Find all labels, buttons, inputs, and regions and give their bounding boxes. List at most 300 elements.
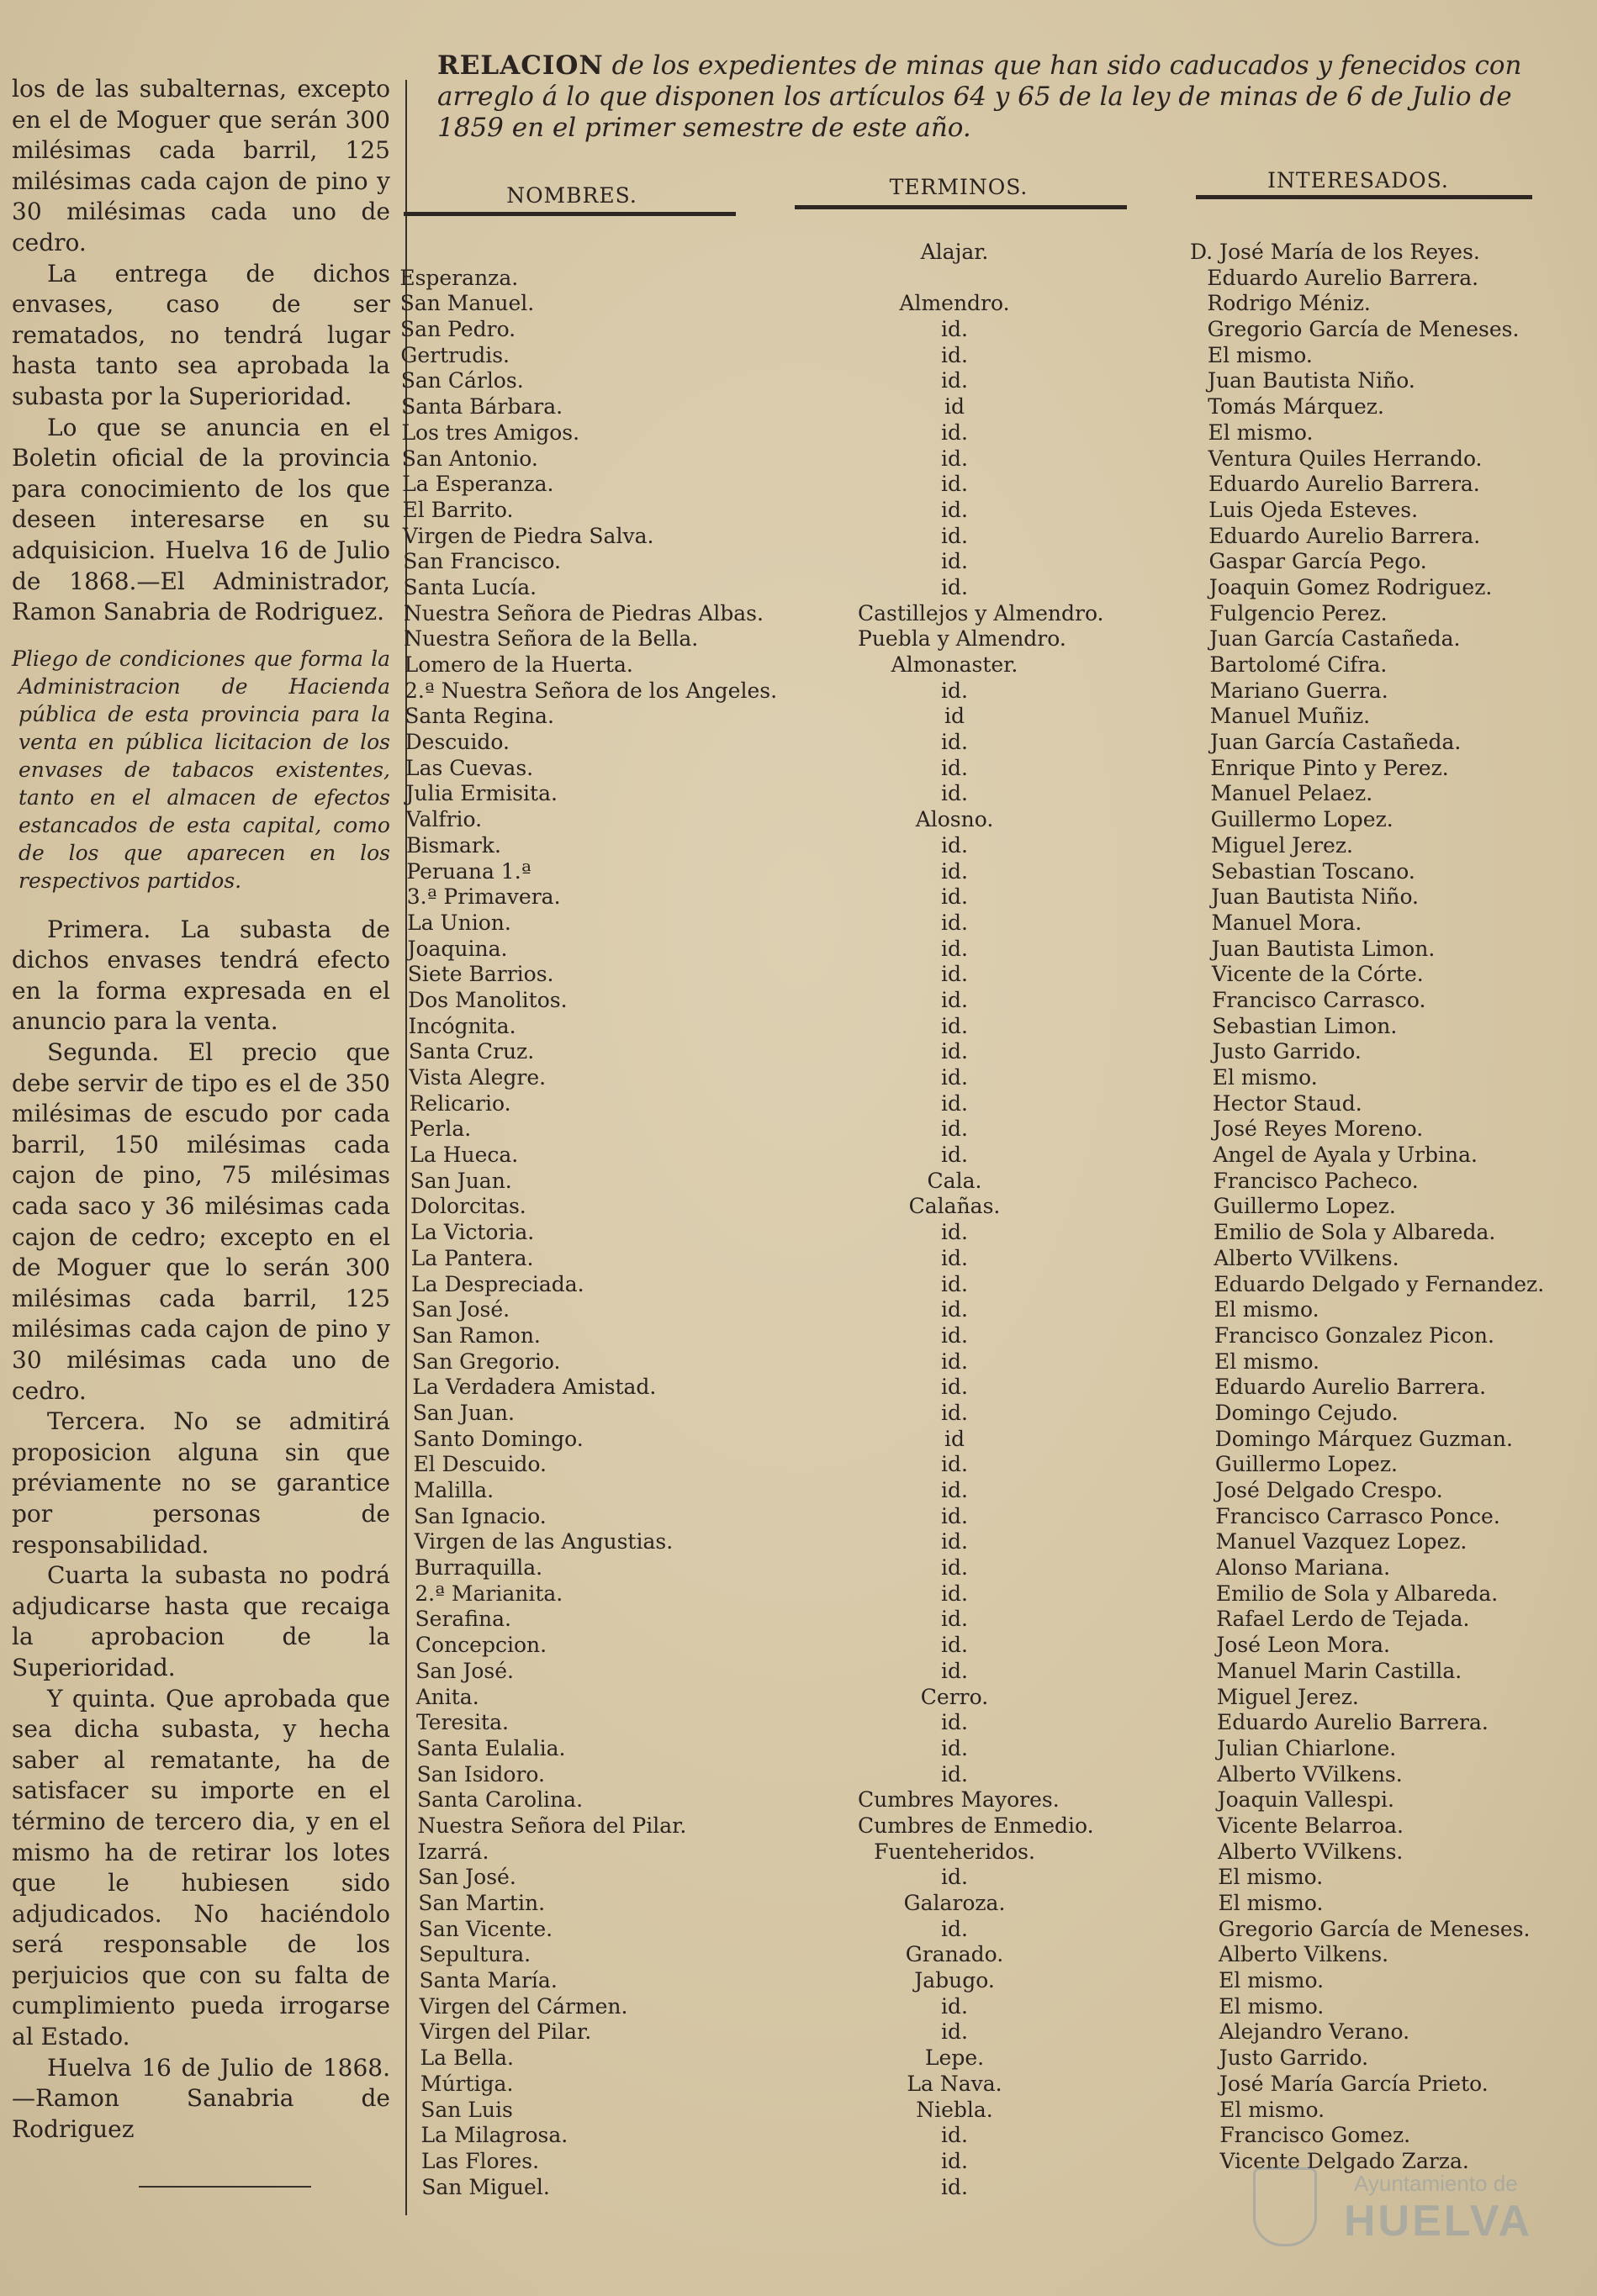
- footer-rule: [139, 2186, 311, 2188]
- table-row: [399, 1220, 1577, 1246]
- mine-name: San José.: [415, 1658, 514, 1683]
- termino: id.: [941, 472, 968, 497]
- interesado: El mismo.: [1218, 1865, 1324, 1890]
- termino: id.: [941, 987, 968, 1012]
- interesado: Juan García Castañeda.: [1209, 730, 1462, 755]
- termino: id.: [941, 1271, 968, 1296]
- termino: Puebla y Almendro.: [858, 626, 1066, 652]
- termino: id.: [941, 1529, 968, 1554]
- interesado: Juan García Castañeda.: [1209, 626, 1461, 652]
- table-row: [399, 1685, 1577, 1711]
- interesado: Manuel Mora.: [1211, 910, 1362, 935]
- mine-name: Múrtiga.: [420, 2071, 514, 2096]
- table-row: [399, 988, 1577, 1014]
- interesado: Gaspar García Pego.: [1208, 549, 1427, 574]
- mine-name: Santo Domingo.: [413, 1426, 584, 1451]
- termino: id.: [941, 1375, 968, 1400]
- interesado: Julian Chiarlone.: [1217, 1735, 1397, 1760]
- termino: id.: [941, 1633, 968, 1658]
- interesado: Alberto VVilkens.: [1217, 1761, 1403, 1787]
- header-lead: RELACION: [437, 50, 604, 81]
- mine-name: Bismark.: [406, 832, 501, 858]
- interesado: Rodrigo Méniz.: [1207, 291, 1371, 316]
- termino: id.: [941, 1916, 968, 1941]
- mine-name: Virgen del Cármen.: [419, 1993, 628, 2019]
- condition-1: Primera. La subasta de dichos envases tendrá efecto en la forma expresada en el anuncio para la venta.: [12, 915, 390, 1036]
- mine-name: La Victoria.: [410, 1220, 535, 1245]
- interesado: Domingo Cejudo.: [1214, 1400, 1399, 1425]
- mine-name: Gertrudis.: [400, 342, 510, 367]
- termino: id.: [941, 1116, 968, 1142]
- table-row: [399, 1478, 1577, 1504]
- termino: id.: [941, 2123, 968, 2148]
- termino: id.: [941, 2019, 968, 2045]
- table-row: [399, 2045, 1577, 2072]
- interesado: Justo Garrido.: [1219, 2045, 1369, 2071]
- termino: id.: [941, 342, 968, 367]
- mine-name: San Miguel.: [421, 2174, 550, 2199]
- termino: id.: [941, 678, 968, 703]
- pliego-title: Pliego de condiciones que forma la Administracion de Hacienda pública de esta provincia para la venta en pública licitacion de los envases de tabacos existentes, tanto en el almacen de efectos estancados de esta capital, como de los que aparecen en los respectivos partidos.: [12, 646, 390, 893]
- interesado: El mismo.: [1218, 1891, 1324, 1915]
- table-row: [399, 1529, 1577, 1555]
- mine-name: La Union.: [407, 910, 511, 935]
- termino: id.: [941, 832, 968, 858]
- interesado: José Leon Mora.: [1216, 1633, 1390, 1658]
- termino: id.: [941, 1865, 968, 1890]
- termino: id.: [941, 730, 968, 755]
- mine-name: Lomero de la Huerta.: [404, 652, 633, 677]
- interesado: Eduardo Aurelio Barrera.: [1216, 1710, 1489, 1735]
- termino: Niebla.: [916, 2097, 993, 2122]
- termino: La Nava.: [907, 2071, 1002, 2096]
- table-row: [399, 549, 1577, 575]
- mine-name: Santa Carolina.: [417, 1787, 584, 1813]
- termino: id.: [941, 1555, 968, 1581]
- interesado: Angel de Ayala y Urbina.: [1213, 1143, 1478, 1168]
- interesado: Enrique Pinto y Perez.: [1210, 755, 1449, 780]
- mine-name: San Luis: [420, 2097, 513, 2122]
- interesado: Guillermo Lopez.: [1213, 1194, 1396, 1219]
- interesado: Joaquin Vallespi.: [1217, 1787, 1394, 1813]
- column-header-nombres: NOMBRES.: [506, 183, 637, 208]
- interesado: Ventura Quiles Herrando.: [1208, 446, 1483, 471]
- interesado: José Reyes Moreno.: [1213, 1116, 1424, 1142]
- table-row: [399, 2098, 1577, 2124]
- table-row: [399, 1194, 1577, 1220]
- table-row: [399, 1994, 1577, 2020]
- interesado: Justo Garrido.: [1212, 1039, 1362, 1064]
- mine-name: Teresita.: [415, 1710, 509, 1735]
- interesado: Vicente Delgado Zarza.: [1219, 2148, 1469, 2173]
- table-row: [399, 1504, 1577, 1530]
- termino: id.: [941, 781, 968, 806]
- table-row: [399, 807, 1577, 833]
- interesado: Guillermo Lopez.: [1210, 807, 1393, 832]
- table-row: [399, 317, 1577, 343]
- rule-nombres: [404, 212, 736, 216]
- interesado: Miguel Jerez.: [1210, 832, 1353, 858]
- termino: Galaroza.: [903, 1891, 1006, 1915]
- mine-name: Santa Cruz.: [408, 1039, 535, 1064]
- table-row: [399, 1297, 1577, 1323]
- mine-name: El Descuido.: [413, 1452, 547, 1477]
- termino: Cala.: [927, 1168, 982, 1193]
- table-row: [399, 1555, 1577, 1581]
- rule-terminos: [795, 205, 1127, 209]
- table-row: [399, 240, 1577, 266]
- interesado: Hector Staud.: [1212, 1090, 1362, 1116]
- termino: id.: [941, 1143, 968, 1168]
- table-row: [399, 1039, 1577, 1065]
- rule-interesados: [1196, 195, 1532, 199]
- condition-2: Segunda. El precio que debe servir de tipo es el de 350 milésimas de escudo por cada barril, 150 milésimas cada cajon de pino, 75 milésimas cada saco y 36 milésimas cada cajon de cedro; excepto en el de Moguer que lo serán 300 milésimas cada barril, 125 milésimas cada cajon de pino y 30 milésimas cada uno de cedro.: [12, 1038, 390, 1405]
- termino: Granado.: [905, 1942, 1004, 1967]
- mine-name: Santa Eulalia.: [416, 1735, 566, 1760]
- mine-name: Descuido.: [405, 730, 510, 755]
- interesado: Alonso Mariana.: [1215, 1555, 1391, 1581]
- mine-name: Izarrá.: [417, 1839, 489, 1864]
- mine-name: La Pantera.: [410, 1245, 534, 1270]
- interesado: Mariano Guerra.: [1209, 678, 1388, 703]
- mine-name: Vista Alegre.: [409, 1065, 547, 1090]
- interesado: El mismo.: [1208, 420, 1314, 445]
- termino: id.: [941, 755, 968, 780]
- table-row: [399, 1839, 1577, 1866]
- interesado: El mismo.: [1219, 1968, 1325, 1993]
- interesado: Manuel Vazquez Lopez.: [1215, 1529, 1467, 1554]
- table-row: [399, 678, 1577, 705]
- termino: id.: [941, 1710, 968, 1735]
- table-row: [399, 756, 1577, 782]
- table-row: [399, 937, 1577, 963]
- mine-name: Los tres Amigos.: [401, 420, 580, 445]
- table-row: [399, 420, 1577, 446]
- mine-name: San Vicente.: [418, 1916, 553, 1941]
- table-row: [399, 1787, 1577, 1813]
- mine-name: Nuestra Señora del Pilar.: [417, 1813, 687, 1838]
- interesado: Manuel Pelaez.: [1210, 781, 1373, 806]
- termino: id.: [941, 1090, 968, 1116]
- mine-name: 2.ª Marianita.: [415, 1581, 563, 1606]
- mine-name: San Manuel.: [399, 291, 535, 316]
- table-row: [399, 730, 1577, 756]
- table-row: [399, 1014, 1577, 1040]
- termino: id.: [941, 1735, 968, 1760]
- mine-name: La Despreciada.: [411, 1271, 584, 1296]
- interesado: El mismo.: [1219, 1993, 1325, 2019]
- mines-table: [399, 240, 1577, 2200]
- left-column: [12, 74, 390, 2145]
- mine-name: San Ignacio.: [414, 1503, 547, 1528]
- interesado: Francisco Gonzalez Picon.: [1214, 1322, 1494, 1348]
- termino: id.: [941, 1245, 968, 1270]
- condition-4: Cuarta la subasta no podrá adjudicarse hasta que recaiga la aprobacion de la Superioridad.: [12, 1561, 390, 1681]
- mine-name: Serafina.: [415, 1607, 511, 1632]
- mine-name: La Milagrosa.: [420, 2123, 568, 2148]
- termino: Cerro.: [920, 1684, 989, 1709]
- termino: id.: [941, 317, 968, 342]
- termino: id.: [941, 1322, 968, 1348]
- table-row: [399, 343, 1577, 369]
- mine-name: Esperanza.: [399, 265, 519, 290]
- table-row: [399, 652, 1577, 678]
- interesado: Francisco Gomez.: [1219, 2123, 1411, 2148]
- mine-name: La Hueca.: [410, 1143, 519, 1168]
- termino: id.: [941, 574, 968, 599]
- termino: id.: [941, 884, 968, 910]
- interesado: Eduardo Aurelio Barrera.: [1208, 523, 1481, 548]
- interesado: Eduardo Delgado y Fernandez.: [1214, 1271, 1545, 1296]
- termino: id.: [941, 2148, 968, 2173]
- mine-name: Siete Barrios.: [407, 962, 554, 987]
- termino: id.: [941, 1013, 968, 1038]
- table-row: [399, 1813, 1577, 1839]
- termino: id.: [941, 2174, 968, 2199]
- interesado: Domingo Márquez Guzman.: [1214, 1426, 1513, 1451]
- table-row: [399, 1401, 1577, 1427]
- interesado: Eduardo Aurelio Barrera.: [1208, 472, 1480, 497]
- table-row: [399, 1633, 1577, 1659]
- termino: id.: [941, 1581, 968, 1606]
- table-row: [399, 1710, 1577, 1736]
- table-row: [399, 1452, 1577, 1478]
- interesado: Sebastian Limon.: [1212, 1013, 1398, 1038]
- mine-name: Nuestra Señora de la Bella.: [404, 626, 699, 652]
- table-row: [399, 1246, 1577, 1272]
- interesado: Joaquin Gomez Rodriguez.: [1208, 574, 1493, 599]
- termino: id.: [941, 1993, 968, 2019]
- interesado: Eduardo Aurelio Barrera.: [1207, 265, 1479, 290]
- interesado: Vicente de la Córte.: [1211, 962, 1424, 987]
- table-row: [399, 575, 1577, 601]
- table-row: [399, 446, 1577, 472]
- interesado: Vicente Belarroa.: [1217, 1813, 1404, 1838]
- mine-name: San Ramon.: [411, 1322, 541, 1348]
- mine-name: Virgen del Pilar.: [420, 2019, 592, 2045]
- column-header-interesados: INTERESADOS.: [1267, 168, 1449, 193]
- coat-of-arms-icon: [1253, 2167, 1317, 2246]
- mine-name: San Juan.: [410, 1168, 512, 1193]
- table-row: [399, 472, 1577, 498]
- table-row: [399, 2072, 1577, 2098]
- termino: id.: [941, 549, 968, 574]
- termino: id.: [941, 936, 968, 961]
- termino: id.: [941, 858, 968, 884]
- interesado: Fulgencio Perez.: [1208, 600, 1388, 625]
- ayuntamiento-watermark: [1253, 2167, 1533, 2246]
- interesado: José María García Prieto.: [1219, 2071, 1489, 2096]
- interesado: Luis Ojeda Esteves.: [1208, 497, 1419, 522]
- table-row: [399, 524, 1577, 550]
- mine-name: San Pedro.: [400, 317, 516, 342]
- interesado: Francisco Carrasco Ponce.: [1215, 1503, 1500, 1528]
- termino: Almonaster.: [891, 652, 1018, 677]
- mine-name: 3.ª Primavera.: [406, 884, 561, 910]
- interesado: Bartolomé Cifra.: [1209, 652, 1388, 677]
- table-row: [399, 1091, 1577, 1117]
- mine-name: Virgen de las Angustias.: [414, 1529, 674, 1554]
- table-row: [399, 1169, 1577, 1195]
- table-row: [399, 1323, 1577, 1349]
- termino: Cumbres de Enmedio.: [858, 1813, 1094, 1838]
- table-row: [399, 1762, 1577, 1788]
- interesado: Guillermo Lopez.: [1214, 1452, 1398, 1477]
- mine-name: San José.: [418, 1865, 516, 1890]
- termino: id.: [941, 1400, 968, 1425]
- termino: id: [944, 704, 965, 729]
- paragraph-2: La entrega de dichos envases, caso de ser rematados, no tendrá lugar hasta tanto sea aprobada la subasta por la Superioridad.: [12, 259, 390, 410]
- interesado: Juan Bautista Limon.: [1211, 936, 1436, 961]
- termino: id.: [941, 1452, 968, 1477]
- mine-name: Santa Regina.: [405, 704, 554, 729]
- interesado: Alberto VVilkens.: [1218, 1839, 1404, 1864]
- mine-name: Dos Manolitos.: [408, 987, 568, 1012]
- table-row: [399, 1659, 1577, 1685]
- termino: Cumbres Mayores.: [858, 1787, 1060, 1813]
- interesado: Alberto Vilkens.: [1218, 1942, 1389, 1967]
- mine-name: San Cárlos.: [400, 368, 524, 393]
- interesado: Gregorio García de Meneses.: [1207, 317, 1520, 342]
- table-row: [399, 962, 1577, 988]
- table-row: [399, 910, 1577, 937]
- mine-name: La Bella.: [420, 2045, 514, 2071]
- termino: id.: [941, 1065, 968, 1090]
- termino: id.: [941, 368, 968, 393]
- table-row: [399, 1581, 1577, 1607]
- interesado: Rafael Lerdo de Tejada.: [1216, 1607, 1470, 1632]
- termino: id.: [941, 497, 968, 522]
- table-row: [399, 498, 1577, 524]
- mine-name: San Francisco.: [403, 549, 561, 574]
- interesado: El mismo.: [1207, 342, 1313, 367]
- table-row: [399, 601, 1577, 627]
- interesado: Manuel Muñiz.: [1209, 704, 1371, 729]
- mine-name: Julia Ermisita.: [405, 781, 558, 806]
- mine-name: Dolorcitas.: [410, 1194, 526, 1219]
- table-row: [399, 1736, 1577, 1762]
- table-row: [399, 1116, 1577, 1143]
- interesado: El mismo.: [1212, 1065, 1318, 1090]
- termino: id.: [941, 1220, 968, 1245]
- condition-3: Tercera. No se admitirá proposicion alguna sin que préviamente no se garantice por personas de responsabilidad.: [12, 1407, 390, 1559]
- interesado: El mismo.: [1214, 1349, 1320, 1374]
- relacion-header: [437, 50, 1531, 144]
- interesado: Miguel Jerez.: [1216, 1684, 1359, 1709]
- mine-name: San Isidoro.: [416, 1761, 545, 1787]
- interesado: Tomás Márquez.: [1208, 394, 1384, 420]
- table-row: [399, 1968, 1577, 1994]
- table-row: [399, 1065, 1577, 1091]
- termino: id: [944, 1426, 965, 1451]
- table-row: [399, 833, 1577, 859]
- table-row: [399, 2123, 1577, 2149]
- mine-name: Santa Lucía.: [403, 574, 537, 599]
- mine-name: La Esperanza.: [402, 472, 554, 497]
- mine-name: Burraquilla.: [414, 1555, 543, 1581]
- mine-name: Las Flores.: [420, 2148, 540, 2173]
- paragraph-3: Lo que se anuncia en el Boletin oficial de la provincia para conocimiento de los que deseen interesarse en su adquisicion. Huelva 16 de Julio de 1868.—El Administrador, Ramon Sanabria de Rodriguez.: [12, 413, 390, 626]
- interesado: Francisco Carrasco.: [1212, 987, 1426, 1012]
- table-row: [399, 1607, 1577, 1633]
- termino: id.: [941, 910, 968, 935]
- table-row: [399, 1942, 1577, 1968]
- interesado: Alberto VVilkens.: [1214, 1245, 1399, 1270]
- condition-5: Y quinta. Que aprobada que sea dicha subasta, y hecha saber al rematante, ha de satisfacer su importe en el término de tercero dia, y en el mismo ha de retirar los lotes que le hubiesen sido adjudicados. No haciéndolo será responsable de los perjuicios que con su falta de cumplimiento pueda irrogarse al Estado.: [12, 1684, 390, 2051]
- table-row: [399, 1143, 1577, 1169]
- termino: id.: [941, 1658, 968, 1683]
- table-row: [399, 704, 1577, 730]
- table-row: [399, 1272, 1577, 1298]
- watermark-line2: HUELVA: [1344, 2197, 1533, 2246]
- interesado: Gregorio García de Meneses.: [1218, 1916, 1531, 1941]
- table-row: [399, 1349, 1577, 1375]
- termino: id.: [941, 446, 968, 471]
- termino: id: [944, 394, 965, 420]
- mine-name: Joaquina.: [407, 936, 508, 961]
- termino: id.: [941, 1039, 968, 1064]
- termino: id.: [941, 1478, 968, 1502]
- interesado: Eduardo Aurelio Barrera.: [1214, 1375, 1487, 1400]
- interesado: El mismo.: [1214, 1297, 1319, 1322]
- table-row: [399, 1375, 1577, 1401]
- mine-name: San Antonio.: [401, 446, 538, 471]
- termino: id.: [941, 420, 968, 445]
- termino: Alajar.: [920, 240, 989, 264]
- mine-name: La Verdadera Amistad.: [412, 1375, 657, 1400]
- interesado: Emilio de Sola y Albareda.: [1213, 1220, 1496, 1245]
- mine-name: Sepultura.: [419, 1942, 531, 1967]
- interesado: Francisco Pacheco.: [1213, 1168, 1419, 1193]
- termino: Castillejos y Almendro.: [858, 600, 1104, 625]
- mine-name: Perla.: [409, 1116, 472, 1142]
- mine-name: Peruana 1.ª: [406, 858, 531, 884]
- paragraph-1: los de las subalternas, excepto en el de Moguer que serán 300 milésimas cada barril, 125 milésimas cada cajon de pino y 30 milésimas cada uno de cedro.: [12, 75, 390, 256]
- table-row: [399, 1427, 1577, 1453]
- interesado: Emilio de Sola y Albareda.: [1215, 1581, 1499, 1606]
- table-row: [399, 1917, 1577, 1943]
- table-row: [399, 859, 1577, 885]
- termino: Fuenteheridos.: [874, 1839, 1035, 1864]
- mine-name: Las Cuevas.: [405, 755, 534, 780]
- mine-name: El Barrito.: [402, 497, 514, 522]
- table-row: [399, 884, 1577, 910]
- mine-name: Virgen de Piedra Salva.: [402, 523, 654, 548]
- termino: id.: [941, 1761, 968, 1787]
- mine-name: Valfrio.: [405, 807, 483, 832]
- column-header-terminos: TERMINOS.: [889, 175, 1029, 199]
- mine-name: Concepcion.: [415, 1633, 547, 1658]
- mine-name: San Juan.: [412, 1400, 515, 1425]
- termino: id.: [941, 1349, 968, 1374]
- table-row: [399, 2019, 1577, 2045]
- termino: id.: [941, 1607, 968, 1632]
- table-row: [399, 368, 1577, 394]
- mine-name: San Gregorio.: [412, 1349, 561, 1374]
- interesado: Juan Bautista Niño.: [1208, 368, 1415, 393]
- interesado: El mismo.: [1219, 2097, 1325, 2122]
- termino: Alosno.: [915, 807, 994, 832]
- interesado: Alejandro Verano.: [1219, 2019, 1410, 2045]
- termino: Almendro.: [899, 291, 1010, 316]
- termino: id.: [941, 962, 968, 987]
- table-row: [399, 394, 1577, 420]
- table-row: [399, 1891, 1577, 1917]
- interesado: Sebastian Toscano.: [1211, 858, 1415, 884]
- header-text: de los expedientes de minas que han sido caducados y fenecidos con arreglo á lo que disponen los artículos 64 y 65 de la ley de minas de 6 de Julio de 1859 en el primer semestre de este año.: [437, 50, 1522, 143]
- mine-name: Anita.: [415, 1684, 479, 1709]
- table-row: [399, 626, 1577, 652]
